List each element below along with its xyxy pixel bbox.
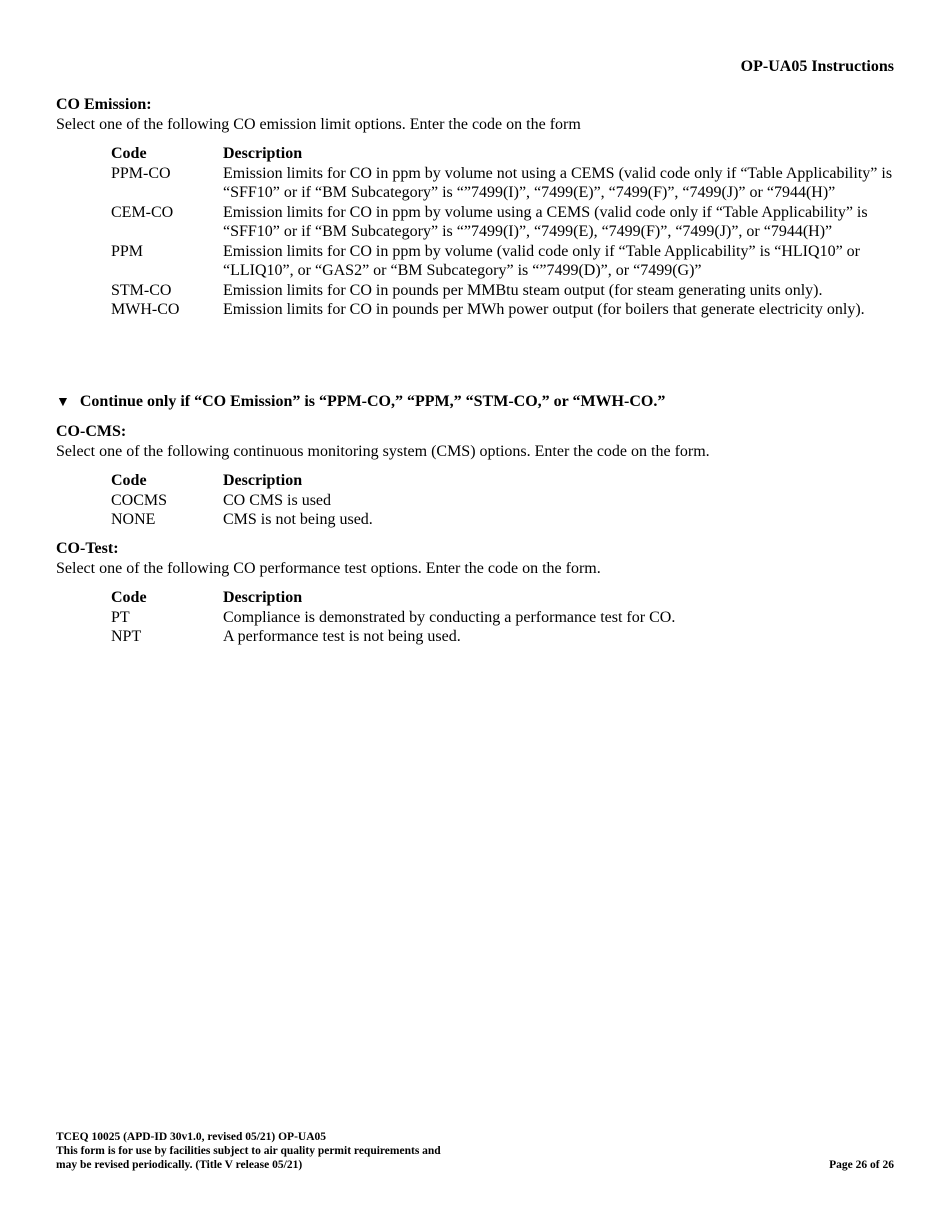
table-row: [111, 608, 895, 628]
triangle-down-icon: ▼: [56, 395, 70, 410]
table-row: [111, 300, 895, 320]
option-description: Emission limits for CO in ppm by volume not using a CEMS (valid code only if “Table Applicability” is “SFF10” or if “BM Subcategory” is “”7499(I)”, “7499(E)”, “7499(F)”, “7499(J)” or “7944(H)”: [223, 164, 893, 201]
continue-condition-text: Continue only if “CO Emission” is “PPM-CO,” “PPM,” “STM-CO,” or “MWH-CO.”: [79, 393, 666, 410]
option-description: Compliance is demonstrated by conducting a performance test for CO.: [223, 608, 676, 626]
co-cms-heading: CO-CMS:: [56, 423, 127, 440]
co-cms-section: [56, 422, 896, 530]
option-description: A performance test is not being used.: [223, 628, 461, 645]
option-code: NONE: [111, 511, 156, 528]
option-code: STM-CO: [111, 281, 172, 299]
table-row: [111, 627, 895, 647]
column-header-description: Description: [223, 589, 303, 606]
footer-form-id: TCEQ 10025 (APD-ID 30v1.0, revised 05/21) OP-UA05: [56, 1131, 327, 1143]
table-header-row: [111, 144, 895, 164]
option-description: Emission limits for CO in ppm by volume using a CEMS (valid code only if “Table Applicability” is “SFF10” or if “BM Subcategory” is “”7499(I)”, “7499(E), “7499(F)”, “7499(J)”, or “7944(H)”: [223, 203, 868, 240]
option-description: Emission limits for CO in ppm by volume (valid code only if “Table Applicability” is “HLIQ10” or “LLIQ10”, or “GAS2” or “BM Subcategory” is “”7499(D)”, or “7499(G)”: [223, 242, 860, 279]
page-number: Page 26 of 26: [829, 1159, 894, 1171]
option-description: Emission limits for CO in pounds per MMBtu steam output (for steam generating units only).: [223, 281, 823, 299]
footer-notice-line-2: may be revised periodically. (Title V release 05/21): [56, 1159, 303, 1171]
co-test-section: [56, 539, 896, 647]
option-description: Emission limits for CO in pounds per MWh power output (for boilers that generate electricity only).: [223, 301, 865, 318]
table-row: [111, 510, 895, 530]
option-code: NPT: [111, 628, 142, 645]
option-code: PPM: [111, 242, 144, 260]
option-code: CEM-CO: [111, 203, 174, 221]
option-description: CO CMS is used: [223, 491, 332, 509]
column-header-description: Description: [223, 472, 303, 489]
co-cms-intro: Select one of the following continuous monitoring system (CMS) options. Enter the code on the form.: [56, 442, 710, 460]
co-test-intro: Select one of the following CO performance test options. Enter the code on the form.: [56, 559, 601, 577]
option-code: MWH-CO: [111, 301, 180, 318]
column-header-description: Description: [223, 145, 303, 162]
table-row: [111, 203, 895, 242]
co-emission-table: [111, 144, 895, 320]
co-test-heading: CO-Test:: [56, 540, 119, 557]
continue-condition: [56, 392, 665, 413]
page-footer: [56, 1130, 441, 1172]
table-row: [111, 164, 895, 203]
option-description: CMS is not being used.: [223, 511, 373, 528]
co-emission-heading: CO Emission:: [56, 96, 152, 113]
option-code: PT: [111, 608, 130, 626]
column-header-code: Code: [111, 145, 147, 162]
co-test-table: [111, 588, 895, 647]
co-emission-intro: Select one of the following CO emission limit options. Enter the code on the form: [56, 115, 581, 133]
table-header-row: [111, 471, 895, 491]
page-header-title: OP-UA05 Instructions: [740, 58, 894, 75]
table-row: [111, 491, 895, 511]
footer-notice-line-1: This form is for use by facilities subject to air quality permit requirements and: [56, 1145, 441, 1157]
column-header-code: Code: [111, 472, 147, 489]
option-code: PPM-CO: [111, 164, 171, 182]
table-row: [111, 242, 895, 281]
co-emission-section: [56, 95, 896, 320]
column-header-code: Code: [111, 589, 147, 606]
table-row: [111, 281, 895, 301]
option-code: COCMS: [111, 491, 168, 509]
table-header-row: [111, 588, 895, 608]
co-cms-table: [111, 471, 895, 530]
